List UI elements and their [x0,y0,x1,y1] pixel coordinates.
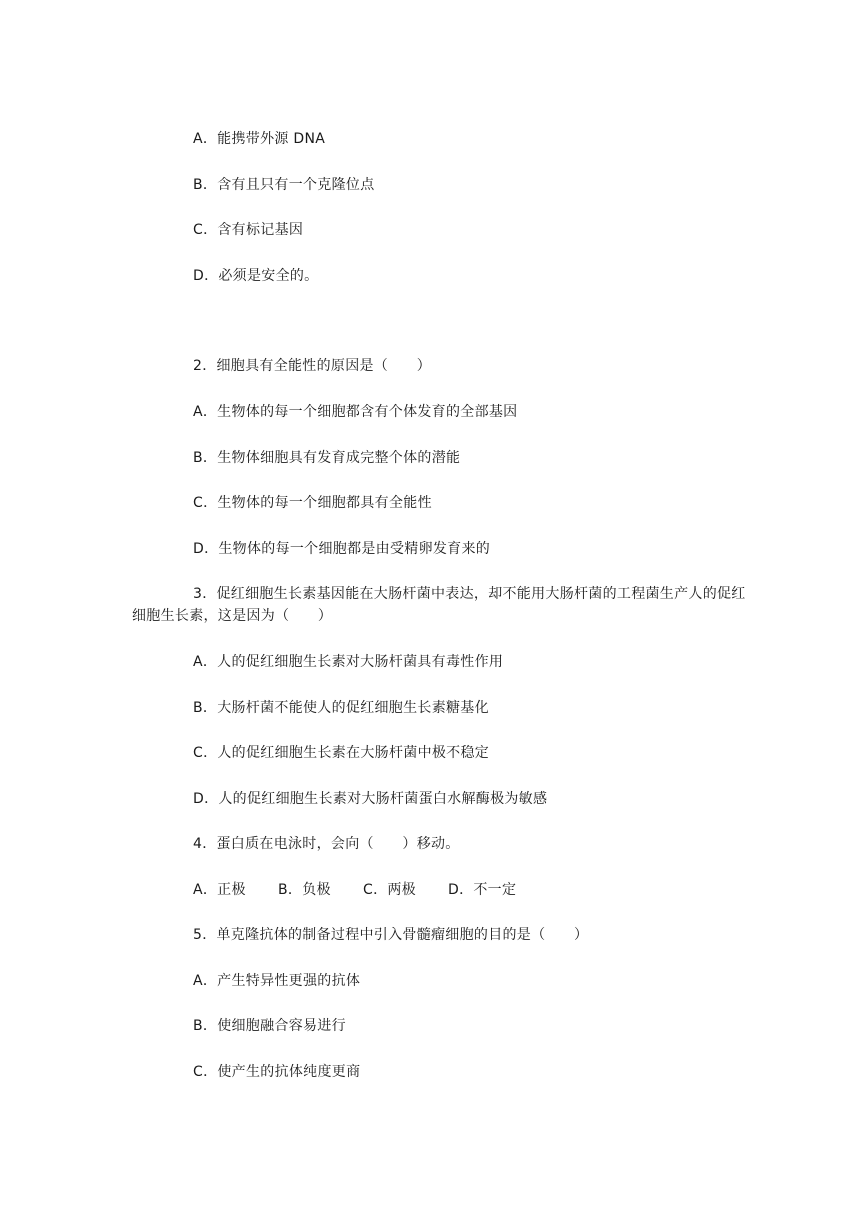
q2-stem: 2．细胞具有全能性的原因是（ ） [193,358,432,374]
q3-option-c: C．人的促红细胞生长素在大肠杆菌中极不稳定 [193,745,490,761]
q4-option-b: B．负极 [278,882,331,898]
q4-option-c: C．两极 [363,882,416,898]
q2-option-b: B．生物体细胞具有发育成完整个体的潜能 [193,450,461,466]
q5-option-b: B．使细胞融合容易进行 [193,1018,346,1034]
q5-option-c: C．使产生的抗体纯度更商 [193,1064,361,1080]
q4-option-a: A．正极 [193,882,246,898]
q1-option-c: C．含有标记基因 [193,222,304,238]
q2-option-d: D．生物体的每一个细胞都是由受精卵发育来的 [193,541,491,557]
q5-option-a: A．产生特异性更强的抗体 [193,973,361,989]
q5-stem: 5．单克隆抗体的制备过程中引入骨髓瘤细胞的目的是（ ） [193,927,589,943]
q3-option-a: A．人的促红细胞生长素对大肠杆菌具有毒性作用 [193,654,504,670]
q4-option-d: D．不一定 [448,882,517,898]
q2-option-a: A．生物体的每一个细胞都含有个体发育的全部基因 [193,404,518,420]
q3-option-b: B．大肠杆菌不能使人的促红细胞生长素糖基化 [193,700,489,716]
q3-stem-block [132,583,752,627]
q4-options-row [193,880,516,900]
q3-stem: 3．促红细胞生长素基因能在大肠杆菌中表达，却不能用大肠杆菌的工程菌生产人的促红细胞生长素，这是因为（ ） [132,586,746,624]
q3-option-d: D．人的促红细胞生长素对大肠杆菌蛋白水解酶极为敏感 [193,791,548,807]
q4-stem: 4．蛋白质在电泳时，会向（ ）移动。 [193,836,460,852]
q1-option-b: B．含有且只有一个克隆位点 [193,177,375,193]
q1-option-d: D．必须是安全的。 [193,268,319,284]
q2-option-c: C．生物体的每一个细胞都具有全能性 [193,495,432,511]
q1-option-a: A．能携带外源 DNA [193,131,326,147]
